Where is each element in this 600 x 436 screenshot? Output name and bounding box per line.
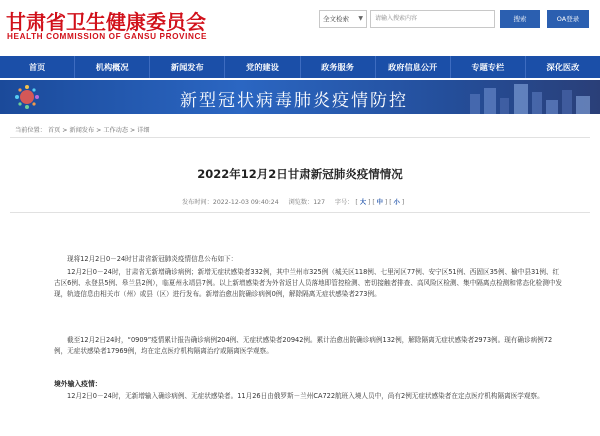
oa-login-button[interactable]: OA登录 (547, 10, 589, 28)
article-title: 2022年12月2日甘肃新冠肺炎疫情情况 (197, 167, 403, 181)
font-size-large-button[interactable]: 大 (359, 199, 367, 206)
font-size-medium-button[interactable]: 中 (376, 199, 383, 206)
chevron-down-icon: ▼ (358, 15, 363, 22)
breadcrumb (15, 125, 150, 134)
virus-icon (14, 84, 40, 110)
divider (10, 212, 590, 213)
divider (10, 137, 590, 138)
search-scope-label: 全文检索 (323, 15, 349, 23)
nav-item-party[interactable]: 党的建设 (225, 56, 300, 78)
article-meta: 发布时间：2022-12-03 09:40:24 浏览数：127 字号： [ 大 ] [ 中 ] [ 小 ] (182, 199, 405, 206)
site-subtitle: HEALTH COMMISSION OF GANSU PROVINCE (7, 32, 208, 41)
article-paragraph: 现将12月2日0－24时甘肃省新冠肺炎疫情信息公布如下： (67, 255, 238, 263)
article-paragraph: 12月2日0－24时，甘肃省无新增确诊病例；新增无症状感染者332例，其中兰州市325例（城关区118例、七里河区77例、安宁区51例、西固区35例、榆中县31例、红古区6例、永登县5例、皋兰县2例），临夏州永靖县7例。以上新增感染者为外省返甘人员落地即管控检测、密切接触者排查、高风险区检测、集中隔离点检测和常态化检测中发现，轨迹信息由相关市（州）或县（区）进行发布。新增治愈出院确诊病例0例，解除隔离无症状感染者273例。 (54, 268, 563, 299)
nav-item-home[interactable]: 首页 (0, 56, 75, 78)
nav-item-services[interactable]: 政务服务 (301, 56, 376, 78)
breadcrumb-separator: > (96, 127, 104, 134)
nav-item-reform[interactable]: 深化医改 (546, 62, 580, 72)
breadcrumb-item-news[interactable]: 新闻发布 (69, 127, 95, 134)
search-button[interactable]: 搜索 (500, 10, 540, 28)
view-count: 浏览数：127 (288, 199, 326, 206)
nav-item-topics[interactable]: 专题专栏 (451, 56, 526, 78)
article-paragraph: 截至12月2日24时，“0909”疫情累计报告确诊病例204例、无症状感染者20942例。累计治愈出院确诊病例132例，解除隔离无症状感染者2973例。现有确诊病例72例，无症状感染者17969例，均在定点医疗机构隔离治疗或隔离医学观察。 (54, 336, 553, 356)
nav-item-disclosure[interactable]: 政府信息公开 (376, 56, 451, 78)
city-skyline-illustration (460, 80, 600, 114)
covid-banner[interactable] (0, 80, 600, 114)
site-title[interactable]: 甘肃省卫生健康委员会 (6, 10, 206, 34)
banner-title: 新型冠状病毒肺炎疫情防控 (180, 91, 408, 111)
breadcrumb-prefix: 当前位置： (15, 127, 46, 134)
breadcrumb-separator: > (130, 127, 138, 134)
breadcrumb-item-work[interactable]: 工作动态 (103, 127, 129, 134)
breadcrumb-item-home[interactable]: 首页 (47, 127, 61, 134)
search-scope-select[interactable] (319, 10, 367, 28)
section-heading-imported: 境外输入疫情： (54, 380, 102, 388)
site-header (0, 0, 600, 56)
nav-item-news[interactable]: 新闻发布 (150, 56, 225, 78)
font-size-label: 字号： (334, 199, 354, 206)
publish-date: 发布时间：2022-12-03 09:40:24 (182, 199, 279, 206)
main-nav (0, 56, 600, 78)
breadcrumb-separator: > (62, 127, 70, 134)
nav-item-about[interactable]: 机构概况 (75, 56, 150, 78)
font-size-small-button[interactable]: 小 (393, 199, 400, 206)
article-paragraph: 12月2日0－24时，无新增输入确诊病例、无症状感染者。11月26日由俄罗斯－兰州CA722航班入境人员中，尚有2例无症状感染者在定点医疗机构隔离医学观察。 (67, 392, 544, 400)
search-input[interactable]: 请输入搜索内容 (370, 10, 495, 28)
breadcrumb-item-detail: 详细 (137, 127, 150, 134)
